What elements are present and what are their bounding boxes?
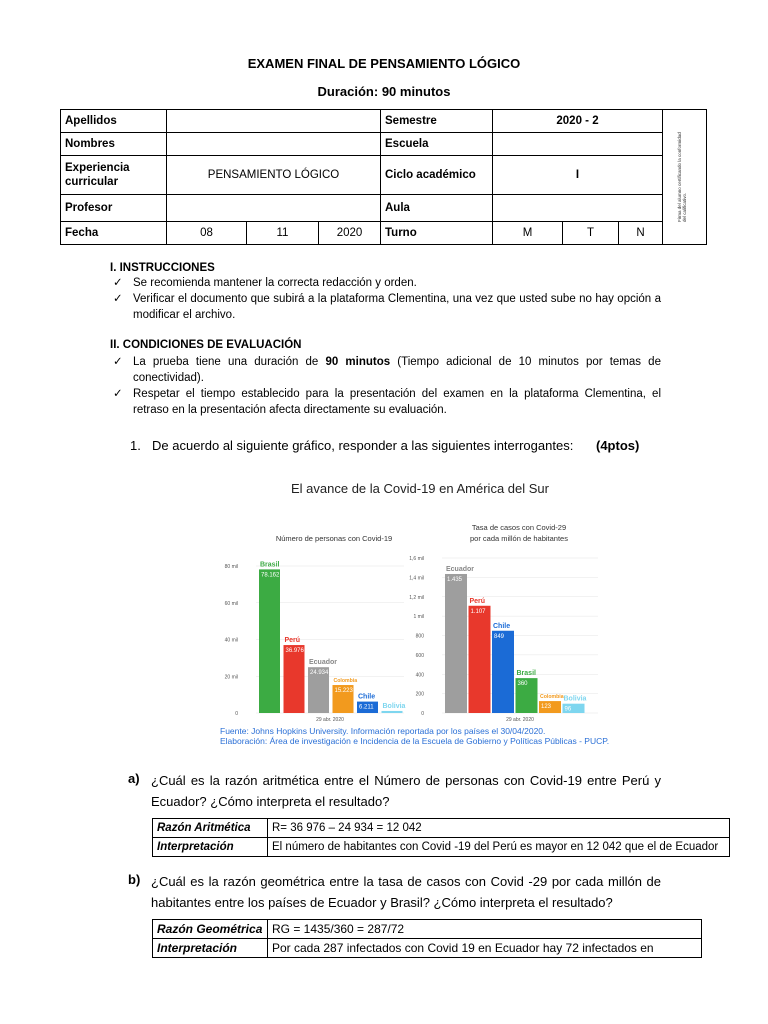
value-label: 6.211: [359, 704, 374, 711]
figure-source-line1: Fuente: Johns Hopkins University. Información reportada por los países el 30/04/2020.: [220, 726, 546, 736]
experiencia-value: PENSAMIENTO LÓGICO: [167, 156, 381, 195]
covid-charts: [216, 508, 616, 726]
turno-m[interactable]: M: [493, 222, 563, 245]
category-label: Ecuador: [309, 659, 338, 667]
nombres-field[interactable]: [167, 133, 381, 156]
qa-text: ¿Cuál es la razón aritmética entre el Número de personas con Covid-19 entre Perú y Ecuador? ¿Cómo interpreta el resultado?: [151, 773, 661, 809]
signature-box[interactable]: [663, 110, 707, 245]
apellidos-label: Apellidos: [61, 110, 167, 133]
y-tick-label: 600: [415, 652, 424, 659]
exam-duration: Duración: 90 minutos: [317, 84, 451, 99]
aula-field[interactable]: [493, 195, 663, 222]
value-label: 78.162: [261, 572, 280, 579]
condition-duration: 90 minutos: [325, 356, 391, 368]
turno-t[interactable]: T: [563, 222, 619, 245]
value-label: 96: [564, 706, 572, 713]
condition-text-post: (Tiempo adicional de 10 minutos por temas de conectividad).: [133, 356, 661, 384]
category-label: Chile: [358, 693, 376, 701]
instruction-text: Se recomienda mantener la correcta redacción y orden.: [133, 277, 417, 289]
conditions-heading: II. CONDICIONES DE EVALUACIÓN: [110, 339, 302, 351]
qb-text: ¿Cuál es la razón geométrica entre la tasa de casos con Covid -29 por cada millón de habitantes entre los países de Ecuador y Brasil? ¿Cómo interpreta el resultado?: [151, 874, 661, 910]
bar-ecuador: [445, 574, 467, 713]
question-number: 1.: [130, 438, 141, 453]
y-tick-label: 1,2 mil: [409, 594, 424, 601]
fecha-day: 08: [167, 222, 247, 245]
qb-label1: Razón Geométrica: [153, 920, 268, 939]
instruction-item: [113, 292, 661, 323]
instruction-text: Verificar el documento que subirá a la plataforma Clementina, una vez que usted sube no hay opción a modificar el archivo.: [133, 293, 661, 321]
qb-value1[interactable]: RG = 1435/360 = 287/72: [268, 920, 702, 939]
semestre-value: 2020 - 2: [493, 110, 663, 133]
ciclo-value: I: [493, 156, 663, 195]
y-tick-label: 80 mil: [224, 564, 238, 570]
bar-perú: [284, 645, 305, 713]
value-label: 1.435: [447, 576, 463, 583]
value-label: 1.107: [470, 608, 486, 615]
nombres-label: Nombres: [61, 133, 167, 156]
check-icon: ✓: [113, 277, 123, 289]
chart-title: Número de personas con Covid-19: [275, 534, 393, 543]
question-text: De acuerdo al siguiente gráfico, responder a las siguientes interrogantes:: [152, 438, 574, 453]
escuela-label: Escuela: [381, 133, 493, 156]
ciclo-label: Ciclo académico: [381, 156, 493, 195]
instructions-heading: I. INSTRUCCIONES: [110, 262, 215, 274]
condition-text-pre: La prueba tiene una duración de: [133, 356, 326, 368]
y-tick-label: 60 mil: [224, 600, 238, 607]
chart-rate: [409, 523, 598, 723]
check-icon: ✓: [113, 293, 123, 305]
escuela-field[interactable]: [493, 133, 663, 156]
turno-n[interactable]: N: [619, 222, 663, 245]
bar-bolivia: [382, 711, 403, 713]
qa-label1: Razón Aritmética: [153, 819, 268, 838]
experiencia-label: Experiencia curricular: [61, 156, 167, 195]
y-tick-label: 0: [421, 711, 424, 717]
condition-text: Respetar el tiempo establecido para la presentación del examen en la plataforma Clementina, el retraso en la presentación afecta directamente su evaluación.: [133, 388, 661, 416]
profesor-label: Profesor: [61, 195, 167, 222]
chart-title: por cada millón de habitantes: [470, 534, 568, 543]
fecha-label: Fecha: [61, 222, 167, 245]
value-label: 849: [494, 633, 505, 640]
figure-title: El avance de la Covid-19 en América del Sur: [291, 481, 549, 496]
qa-answer-table: [152, 818, 730, 857]
bar-perú: [469, 606, 491, 713]
x-axis-label: 29 abr. 2020: [316, 717, 344, 723]
qa-value1[interactable]: R= 36 976 – 24 934 = 12 042: [268, 819, 730, 838]
fecha-month: 11: [247, 222, 319, 245]
signature-caption: Firma del alumno certificando la conformidad del calificativo.: [677, 132, 687, 222]
qa-letter: a): [128, 771, 140, 786]
check-icon: ✓: [113, 388, 123, 400]
value-label: 15.223: [334, 688, 353, 695]
category-label: Bolivia: [382, 702, 406, 710]
bar-chile: [492, 631, 514, 713]
category-label: Brasil: [260, 561, 280, 569]
qb-label2: Interpretación: [153, 939, 268, 958]
turno-label: Turno: [381, 222, 493, 245]
student-info-table: [60, 109, 707, 245]
category-label: Brasil: [516, 670, 536, 678]
category-label: Chile: [493, 622, 511, 630]
condition-item: [113, 387, 661, 418]
category-label: Bolivia: [563, 695, 587, 703]
value-label: 1.110: [383, 713, 399, 720]
x-axis-label: 29 abr. 2020: [506, 717, 534, 723]
y-tick-label: 1,6 mil: [409, 556, 424, 562]
apellidos-field[interactable]: [167, 110, 381, 133]
chart-cases: [225, 534, 406, 723]
check-icon: ✓: [113, 356, 123, 368]
category-label: Colombia: [540, 694, 564, 701]
y-tick-label: 40 mil: [224, 637, 238, 644]
aula-label: Aula: [381, 195, 493, 222]
category-label: Perú: [284, 637, 301, 645]
question-points: (4ptos): [596, 438, 640, 453]
semestre-label: Semestre: [381, 110, 493, 133]
y-tick-label: 200: [415, 691, 424, 698]
profesor-field[interactable]: [167, 195, 381, 222]
value-label: 123: [541, 704, 552, 711]
y-tick-label: 1,4 mil: [409, 575, 424, 582]
qa-label2: Interpretación: [153, 838, 268, 857]
y-tick-label: 1 mil: [413, 614, 424, 621]
figure-source-line2: Elaboración: Área de investigación e Incidencia de la Escuela de Gobierno y Políticas Públicas - PUCP.: [220, 736, 610, 746]
qb-value2[interactable]: Por cada 287 infectados con Covid 19 en Ecuador hay 72 infectados en: [268, 939, 702, 958]
qb-letter: b): [128, 872, 141, 887]
condition-item: [113, 355, 661, 386]
fecha-year: 2020: [319, 222, 381, 245]
instruction-item: [113, 276, 661, 292]
qb-answer-table: [152, 919, 702, 958]
value-label: 360: [517, 681, 528, 688]
y-tick-label: 800: [415, 633, 424, 640]
category-label: Ecuador: [446, 565, 475, 573]
y-tick-label: 400: [415, 672, 424, 679]
qa-value2[interactable]: El número de habitantes con Covid -19 del Perú es mayor en 12 042 que el de Ecuador: [268, 838, 730, 857]
bar-brasil: [259, 569, 280, 713]
category-label: Colombia: [333, 678, 358, 685]
value-label: 24.934: [310, 670, 329, 677]
y-tick-label: 20 mil: [224, 674, 238, 681]
value-label: 36.976: [285, 648, 304, 655]
chart-title: Tasa de casos con Covid-29: [471, 523, 567, 532]
figure-source: [220, 726, 609, 746]
y-tick-label: 0: [235, 711, 238, 717]
exam-title: EXAMEN FINAL DE PENSAMIENTO LÓGICO: [247, 56, 521, 71]
category-label: Perú: [469, 597, 486, 605]
